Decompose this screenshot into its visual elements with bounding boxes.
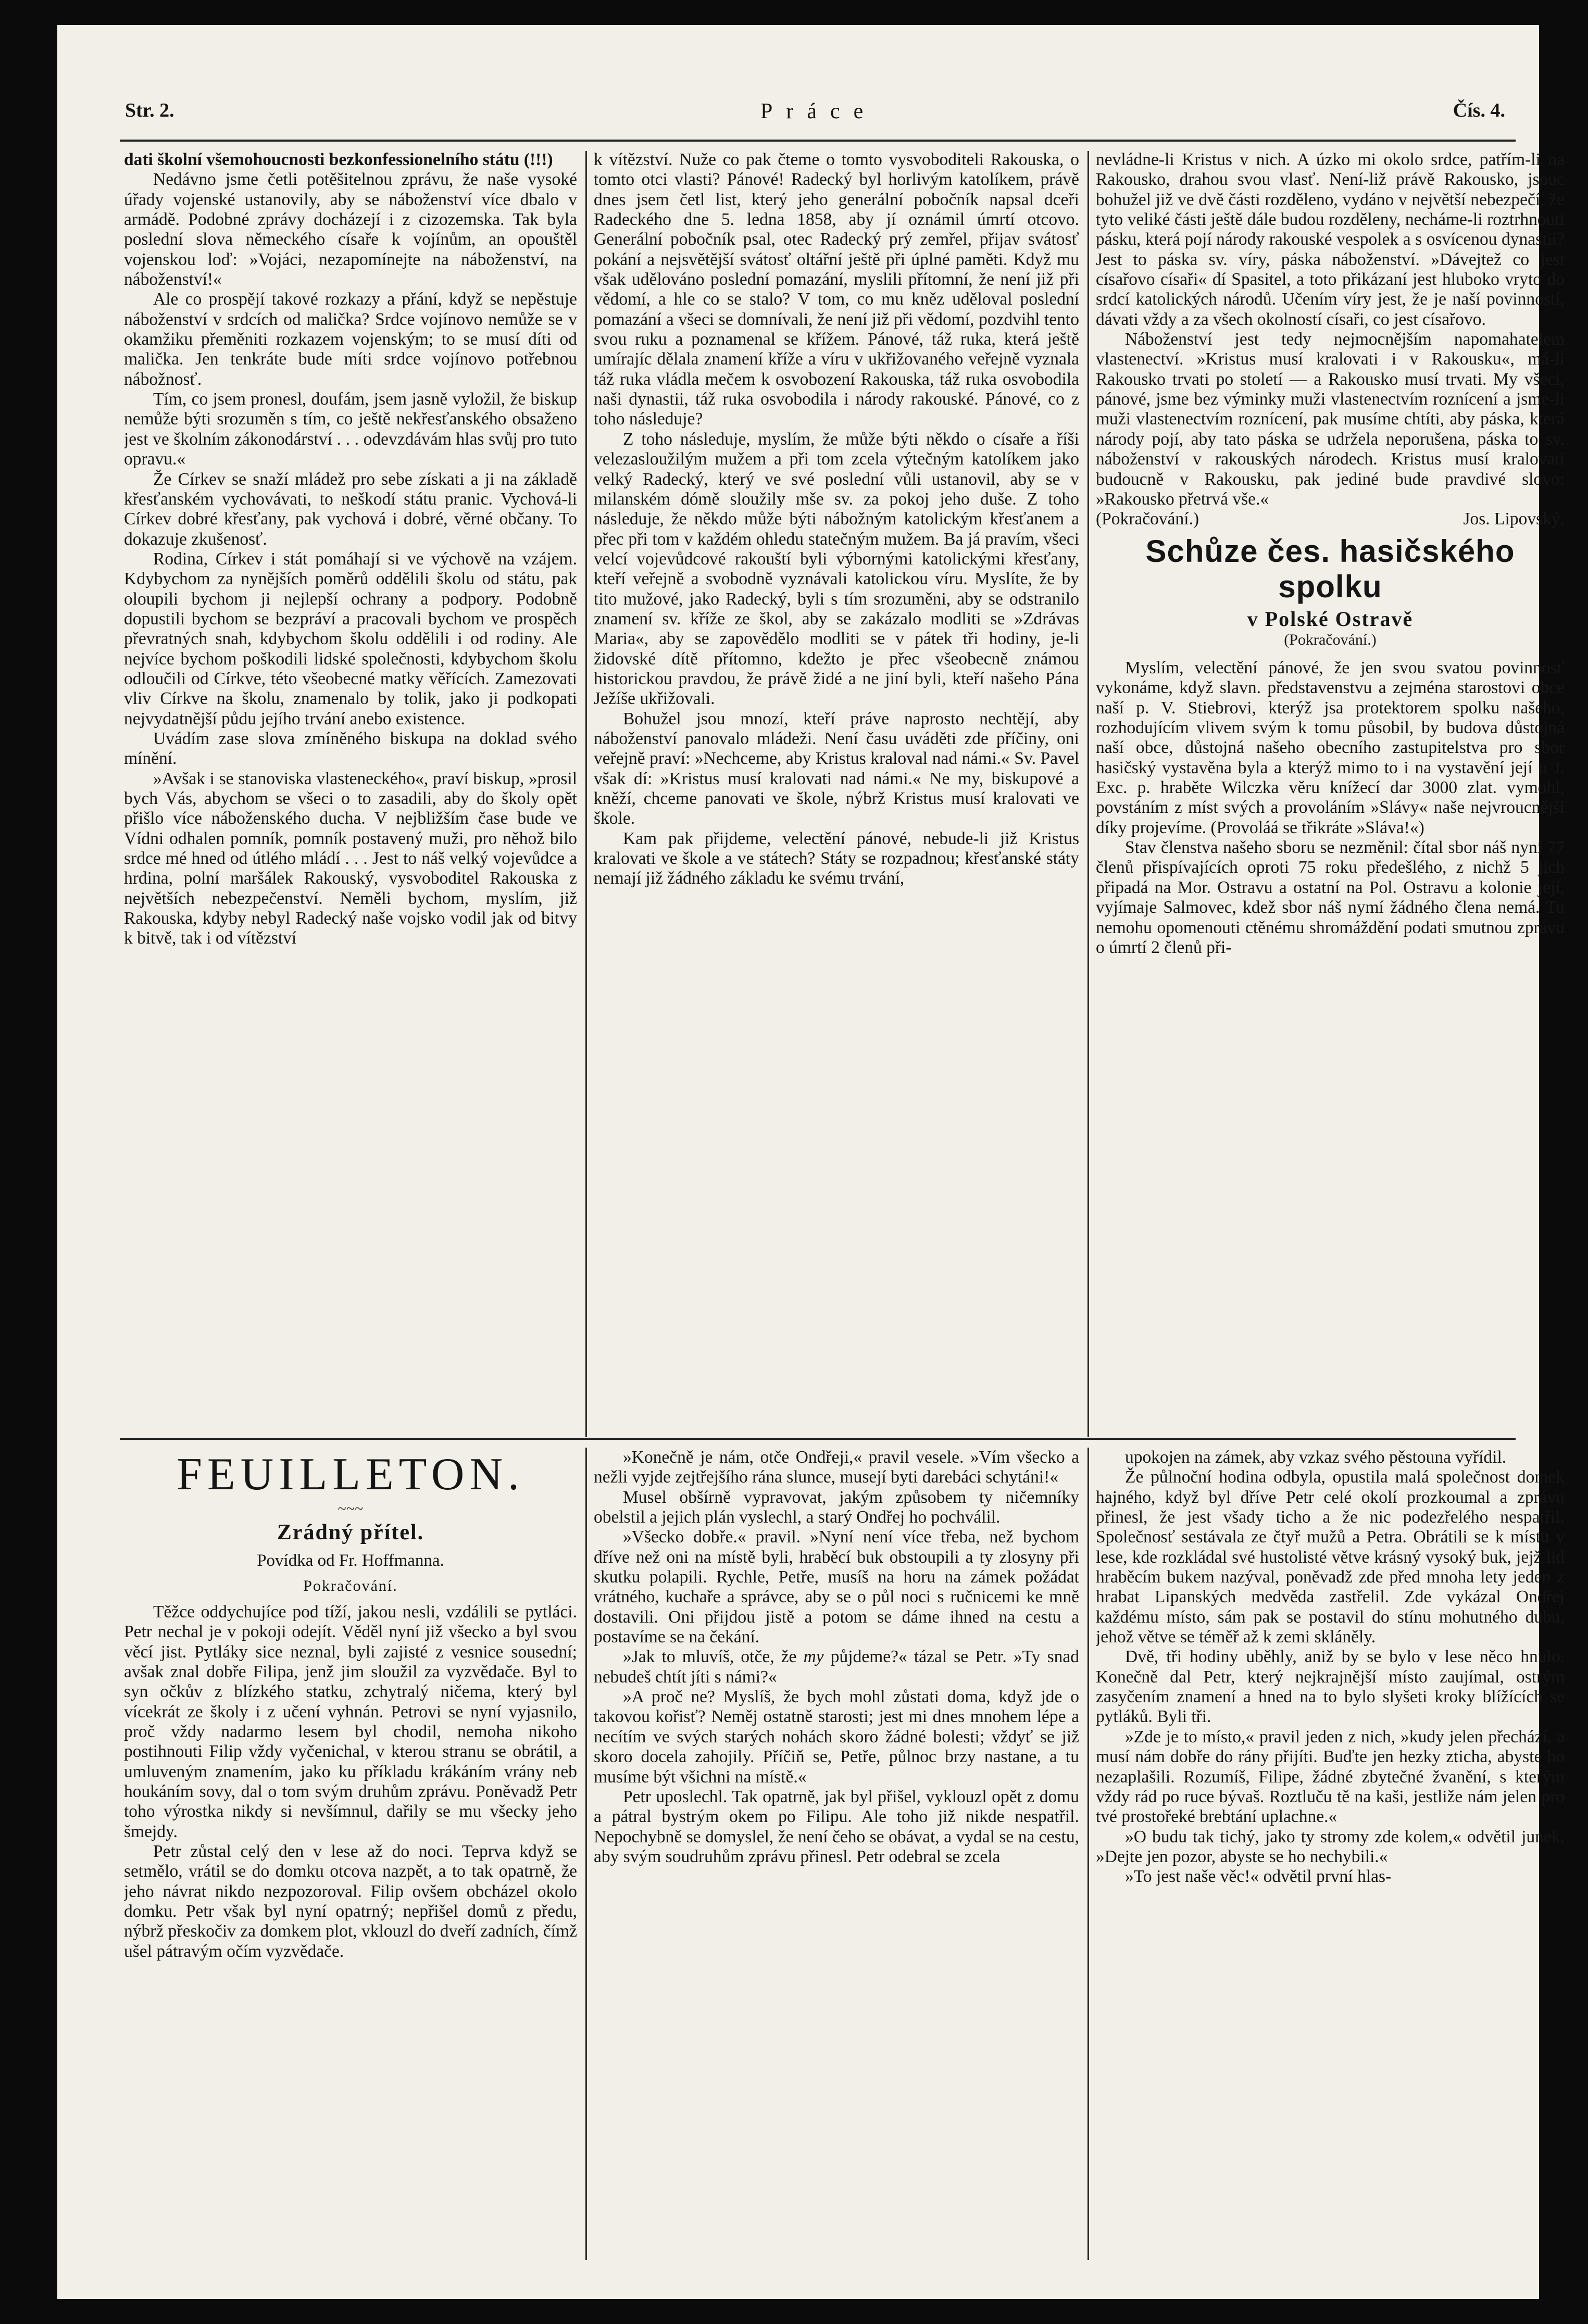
text-run: »Jak to mluvíš, otče, že [623, 1647, 804, 1667]
paragraph: Dvě, tři hodiny uběhly, aniž by se bylo v lese něco hnulo. Konečně dal Petr, který nejkrajnější místo zaujímal, ostrým zasyčením znamení a hned na to bylo slyšeti kroky blížících se pytláků. Byli tři. [1096, 1647, 1565, 1727]
paragraph: »O budu tak tichý, jako ty stromy zde kolem,« odvětil junek. »Dejte jen pozor, abyste se ho nechybili.« [1096, 1827, 1565, 1866]
paragraph: Petr uposlechl. Tak opatrně, jak byl přišel, vyklouzl opět z domu a pátral bystrým okem po Filipu. Ale toho již nikde nespatřil. Nepochybně se domyslel, že není čeho se obávat, a vydal se na cestu, aby svým soudruhům zprávu přinesl. Petr odebral se zcela [594, 1787, 1079, 1866]
paragraph: Náboženství jest tedy nejmocnějším napomahatelem vlastenectví. »Kristus musí kralovati i v Rakousku«, má-li Rakousko trvati po století — a Rakousko musí trvati. My všeci, pánové, jsme bez výminky muži vlastenectvím roznícení a jsme-li muži vlastenectvím roznícení, pak musíme chtíti, aby páska, která národy pojí, aby tato páska se udržela neporušena, páska to sv. náboženství v rakouských národech. Kristus musí kralovati budoucně v Rakousku, pak jediné bude pravdivé slovo: »Rakousko přetrvá vše.« [1096, 330, 1565, 509]
article-column-3 [1096, 150, 1565, 1436]
paragraph: »Konečně je nám, otče Ondřeji,« pravil vesele. »Vím všecko a nežli vyjde zejtřejšího rána slunce, musejí byti darebáci schytáni!« [594, 1448, 1079, 1487]
paragraph: »To jest naše věc!« odvětil první hlas- [1125, 1867, 1392, 1887]
author-name: Jos. Lipovský. [1463, 509, 1565, 529]
feuilleton-heading: FEUILLETON. [176, 1449, 525, 1500]
paragraph: Tím, co jsem pronesl, doufám, jsem jasně vyložil, že biskup nemůže býti srozuměn s tím, co ještě nekřesťanského obsaženo jest ve školním zákonodárství . . . odevzdávám hlas svůj pro tuto opravu.« [124, 390, 577, 469]
paragraph: Myslím, velectění pánové, že jen svou svatou povinnosť vykonáme, když slavn. představenstvu a zejména starostovi obce naší p. V. Stiebrovi, kterýž jsa protektorem spolku našeho, rozhodujícím vlivem svým k tomu působil, by budova důstojná naší obce, důstojná našeho obecního zastupitelstva pro sbor hasičský vystavěna byla a kterýž mimo to i na vystavění její u J. Exc. p. hraběte Wilczka věru knížecí dar 3000 zlat. vymohl, povstáním z míst svých a provoláním »Slávy« naše nejvroucnější díky projevíme. (Provoláá se třikráte »Sláva!«) [1096, 658, 1565, 837]
paragraph: upokojen na zámek, aby vzkaz svého pěstouna vyřídil. [1125, 1448, 1507, 1467]
scan-border-left [0, 0, 57, 2324]
paragraph: Stav členstva našeho sboru se nezměnil: čítal sbor náš nyní 77 členů přispívajících oproti 75 roku předešlého, z nichž 5 jich připadá na Mor. Ostravu a ostatní na Pol. Ostravu a kolonie její, vyjímaje Salmovec, kdež sbor náš nymí žádného člena nemá. Tu nemohu opomenouti ctěnému shromáždění podati smutnou zprávu o úmrtí 2 členů při- [1096, 838, 1565, 957]
article-column-2 [594, 150, 1079, 1436]
issue-number: Čís. 4. [1453, 99, 1505, 121]
column-divider-4 [1087, 1448, 1089, 2260]
article-subheading: v Polské Ostravě [1247, 607, 1414, 631]
paragraph: Uvádím zase slova zmíněného biskupa na doklad svého mínění. [124, 728, 577, 769]
scan-border-bottom [0, 2299, 1588, 2324]
scan-border-top [0, 0, 1588, 25]
newspaper-title: Práce [760, 99, 877, 123]
paragraph: k vítězství. Nuže co pak čteme o tomto vysvoboditeli Rakouska, o tomto otci vlasti? Pánové! Radecký byl horlivým katolíkem, právě dnes jsem četl list, který jeho generální pobočník napsal dceři Radeckého dne 5. ledna 1858, aby jí oznámil úmrtí otcovo. Generální pobočník psal, otec Radecký prý zemřel, přijav svátosť pokání a nejsvětější svátosť oltářní ještě při úplné paměti. Když mu však udělováno poslední pomazání, myslili přítomní, že není již při vědomí, a hle co se stalo? V tom, co mu kněz uděloval poslední pomazání a všeci se domnívali, že není již při vědomí, pozdvihl tento svou ruku a poznamenal se křížem. Pánové, táž ruka, která ještě umírajíc dělala znamení kříže a víru v ukřižovaného veřejně vyznala táž ruka vládla mečem k osvobození Rakouska, táž ruka osvobodila naši dynastii, táž ruka osvobodila i národy rakouské. Pánové, co z toho následuje? [594, 150, 1079, 429]
story-author: Povídka od Fr. Hoffmanna. [257, 1551, 444, 1570]
continuation-note: Pokračování. [303, 1577, 398, 1594]
article-column-1 [124, 150, 577, 1436]
continuation-note: (Pokračování.) [1096, 509, 1199, 529]
text-run: půjdeme?« tázal se Petr. »Ty snad nebudeš chtít jíti s námi?« [594, 1647, 1079, 1687]
column-divider-3 [585, 1448, 587, 2260]
paragraph: Z toho následuje, myslím, že může býti někdo o císaře a říši velezasloužilým mužem a při tom zcela výtečným katolíkem jako velký Radecký, který ve své poslední vůli ustanovil, aby se v milanském dómě sloužily mše sv. za pokoj jeho duše. Z toho následuje, že někdo může býti nábožným katolickým křesťanem a přec při tom v každém ohledu statečným mužem. Ba já pravím, všeci velcí vojevůdcové rakouští byli výbornými katolickými křesťany, kteří veřejně a svobodně vyznávali katolickou víru. Myslíte, že by tito mužové, jako Radecký, byli s tím srozuměni, aby se odstranilo znamení sv. kříže ze škol, aby se zakázalo modliti se »Zdrávas Maria«, aby se zapovědělo modliti se v pátek tři hodiny, je-li židovské dítě přítomno, kdežto je přec všeobecně známou historickou pravdou, že právě židé a ne jiní byli, kteří našeho Pána Ježíše ukřižovali. [594, 429, 1079, 709]
feuilleton-rule [120, 1438, 1516, 1440]
paragraph: Musel obšírně vypravovat, jakým způsobem ty ničemníky obelstil a jejich plán vyslechl, a starý Ondřej ho pochválil. [594, 1487, 1079, 1527]
paragraph: Bohužel jsou mnozí, kteří práve naprosto nechtějí, aby náboženství panovalo mládeži. Není času uváděti zde příčiny, oni veřejně praví: »Nechceme, aby Kristus kraloval nad námi.« Sv. Pavel však dí: »Kristus musí kralovati nad námi.« Ne my, biskupové a kněží, chceme panovati ve škole, nýbrž Kristus musí kralovati ve škole. [594, 709, 1079, 828]
page-header [125, 99, 1505, 135]
paragraph: »Všecko dobře.« pravil. »Nyní není více třeba, než bychom dříve než oni na místě byli, hraběcí buk obstoupili a ty zlosyny při skutku polapili. Rychle, Petře, musíš na horu na zámek požádat vrátného, kuchaře a správce, aby se o půl noci s ručnicemi ke mně dostavili. Oni přijdou jistě a potom se dáme ihned na cestu a postavíme se na čekání. [594, 1527, 1079, 1647]
paragraph: Rodina, Církev i stát pomáhají si ve výchově na vzájem. Kdybychom za nynějších poměrů oddělili školu od státu, pak oloupili bychom ji nejlepší ochrany a podpory. Podobně dopustili bychom se bezpráví a pracovali bychom ve prospěch převratných snah, kdybychom školu oddělili i od rodiny. Ale nejvíce bychom poškodili lidské společnosti, kdybychom školu odloučili od Církve, této všeobecné matky věřících. Zamezovati vliv Církve na školu, znamenalo by tolik, jako ji podkopati nejvydatnější půdu jejího trvání anebo existence. [124, 549, 577, 728]
article-heading: Schůze čes. hasičského spolku [1145, 533, 1515, 605]
paragraph: Že Církev se snaží mládež pro sebe získati a ji na základě křesťanském vychovávati, to neškodí státu pranic. Vychová-li Církev dobré křesťany, pak vychová i dobré, věrné občany. To dokazuje zkušenosť. [124, 469, 577, 549]
paragraph: »A proč ne? Myslíš, že bych mohl zůstati doma, když jde o takovou kořisť? Neměj ostatně starosti; jest mi dnes mnohem lépe a necítím ve svých starých nohách skoro žádné bolesti; vždyť se již skoro docela zahojily. Příčiň se, Petře, půlnoc brzy nastane, a tu musíme být všichni na místě.« [594, 1687, 1079, 1787]
paragraph: Ale co prospějí takové rozkazy a přání, když se nepěstuje náboženství v srdcích od malička? Srdce vojínovo nemůže se v okamžiku přeměniti rozkazem vojenským; to se musí díti od malička. Jen tenkráte bude míti srdce vojínovo potřebnou nábožnosť. [124, 290, 577, 389]
paragraph: »Zde je to místo,« pravil jeden z nich, »kudy jelen přechází, a musí nám dobře do rány přijíti. Buďte jen hezky zticha, abyste ho nezaplašili. Rozumíš, Filipe, žádné zbytečné žvanění, s kterým vždy rád po ruce bývaš. Roztluču tě na kaši, jestliže nám jelen pro tvé prostořeké brebtání uplachne.« [1096, 1727, 1565, 1827]
ornament-squiggle: ~~~ [337, 1500, 364, 1517]
paragraph: nevládne-li Kristus v nich. A úzko mi okolo srdce, patřím-li na Rakousko, drahou svou vlasť. Není-liž právě Rakousko, jsouc bohužel již ve dvě části rozděleno, vydáno v největší nebezpečí, že tyto veliké části ještě dále budou rozděleny, necháme-li roztrhnouti pásku, která pojí národy rakouské vespolek a s osvícenou dynastií? Jest to páska sv. víry, páska náboženství. »Dávejtež co jest císařovo císaři« dí Spasitel, a toto přikázaní jest hluboko vryto do srdcí katolických národů. Učením víry jest, že je naší povinností, dávati vždy a za všech okolností císaři, co jest císařovo. [1096, 150, 1565, 329]
feuilleton-column-2 [594, 1448, 1079, 2291]
paragraph: Že půlnoční hodina odbyla, opustila malá společnost domek hajného, když byl dříve Petr celé okolí prozkoumal a zprávu přinesl, že jest všady ticho a že nic podezřelého nespatřil. Společnosť sestávala ze čtyř mužů a Petra. Obrátili se k místu v lese, kde rozkládal své hustolisté větve krásný vysoký buk, jejž lid hraběcím bukem nazýval, poněvadž zde před mnoha lety jeden z hrabat Lipanských medvěda zastřelil. Zde vykázal Ondřej každému místo, sám pak se postavil do stínu mohutného dubu, jehož větve se téměř až k zemi skláněly. [1096, 1467, 1565, 1647]
header-rule [120, 140, 1516, 142]
continuation-note: (Pokračování.) [1284, 631, 1377, 648]
emphasis: my [803, 1647, 824, 1667]
article-signature [1096, 509, 1565, 529]
paragraph: Nedávno jsme četli potěšitelnou zprávu, že naše vysoké úřady vojenské ustanovily, aby se náboženství více dbalo v armádě. Podobné zprávy docházejí i z cizozemska. Tak byla poslední slova německého císaře k vojínům, an opouštěl vojenskou loď: »Vojáci, nezapomínejte na náboženství, na náboženství!« [124, 170, 577, 290]
page-number: Str. 2. [125, 99, 174, 121]
column-divider-1 [585, 151, 587, 1437]
column-divider-2 [1087, 151, 1089, 1437]
paragraph: Kam pak přijdeme, velectění pánové, nebude-li již Kristus kralovati ve škole a ve státech? Státy se rozpadnou; křesťanské státy nemají již žádného základu ke svému trvání, [594, 828, 1079, 888]
paragraph: Petr zůstal celý den v lese až do noci. Teprva když se setmělo, vrátil se do domku otcova nazpět, a to tak opatrně, že jeho návrat nikdo nezpozoroval. Filip ovšem obcházel okolo domku. Petr však byl nyní opatrný; nepřišel domů z předu, nýbrž přeskočiv za domkem plot, vklouzl do dveří zadních, čímž ušel pátravým očím vyzvědače. [124, 1842, 577, 1961]
paragraph [594, 1647, 1079, 1687]
story-title: Zrádný přítel. [277, 1520, 424, 1544]
paragraph: Těžce oddychujíce pod tíží, jakou nesli, vzdálili se pytláci. Petr nechal je v pokoji odejít. Věděl nyní již všecko a byl svou věcí jist. Pytláky sice neznal, byli zajisté z vesnice sousední; avšak znal dobře Filipa, jenž jim sloužil za vyzvědače. Byl to syn očkův z blízkého statku, zchytralý ničema, který byl vícekrát ze školy i z učení vyhnán. Petrovi se nyní vyjasnilo, proč vždy nadarmo lesem byl chodil, nemoha nikoho postihnouti Filip vždy vyčenichal, v kterou stranu se obrátil, a umluveným znamením, jako ku příkladu krákáním vrány neb houkáním sovy, dal o tom svým druhům zprávu. Poněvadž Petr toho výrostka nikdy si nevšímnul, dařily se mu všecky jeho šmejdy. [124, 1602, 577, 1841]
paragraph: »Avšak i se stanoviska vlasteneckého«, praví biskup, »prosil bych Vás, abychom se všeci o to zasadili, aby do školy opět přišlo více náboženského ducha. V nejbližším čase bude ve Vídni odhalen pomník, pomník postavený muži, pro něhož bilo srdce mé hned od útlého mládí . . . Jest to náš velký vojevůdce a hrdina, polní maršálek Rakouský, vysvoboditel Rakouska z největších nebezpečenství. Neměli bychom, myslím, již Rakouska, kdyby nebyl Radecký naše vojsko vodil jak od bitvy k bitvě, tak i od vítězství [124, 769, 577, 948]
feuilleton-column-3 [1096, 1448, 1565, 2291]
feuilleton-column-1 [124, 1443, 577, 2287]
paragraph: dati školní všemohoucnosti bezkonfessionelního státu (!!!) [124, 150, 553, 169]
